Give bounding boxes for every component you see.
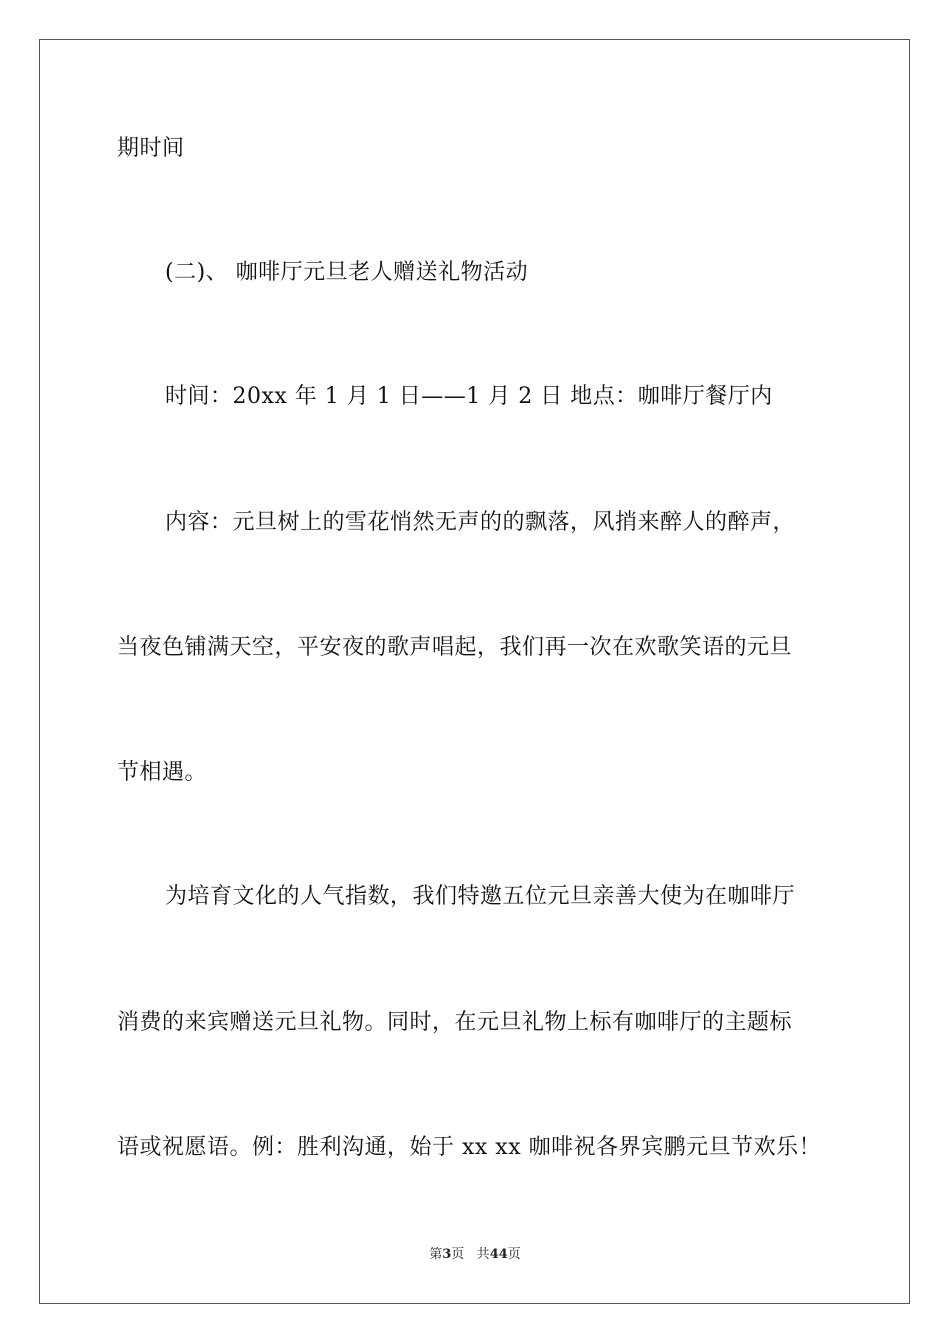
gift-paragraph-line-1: 为培育文化的人气指数，我们特邀五位元旦亲善大使为在咖啡厅 [165, 884, 796, 909]
content-paragraph-line-3: 节相遇。 [117, 760, 208, 785]
time-location-line: 时间：20xx 年 1 月 1 日——1 月 2 日 地点：咖啡厅餐厅内 [165, 384, 773, 409]
footer-page-number: 3 [442, 1247, 452, 1262]
footer-total-suffix: 页 [507, 1247, 521, 1262]
content-paragraph-line-2: 当夜色铺满天空，平安夜的歌声唱起，我们再一次在欢歌笑语的元旦 [117, 635, 793, 660]
page-border [39, 39, 910, 1304]
section-heading: (二)、 咖啡厅元旦老人赠送礼物活动 [165, 260, 529, 285]
footer-total-pages: 44 [489, 1247, 508, 1262]
text-line-1: 期时间 [117, 136, 185, 161]
content-paragraph-line-1: 内容：元旦树上的雪花悄然无声的的飘落，风捎来醉人的醉声， [165, 510, 796, 535]
gift-paragraph-line-3: 语或祝愿语。例：胜利沟通，始于 xx xx 咖啡祝各界宾鹏元旦节欢乐！ [117, 1135, 822, 1160]
footer-total-prefix: 共 [476, 1247, 490, 1262]
gift-paragraph-line-2: 消费的来宾赠送元旦礼物。同时，在元旦礼物上标有咖啡厅的主题标 [117, 1010, 793, 1035]
footer-page-prefix: 第 [429, 1247, 443, 1262]
footer-page-suffix: 页 [451, 1247, 465, 1262]
page-footer [0, 1246, 950, 1264]
